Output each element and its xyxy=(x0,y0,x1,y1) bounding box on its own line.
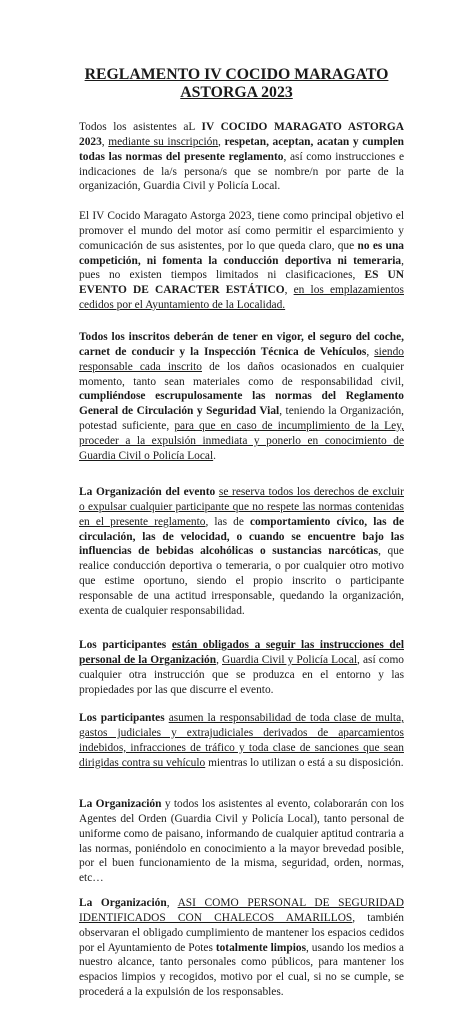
paragraph-1: Todos los asistentes aL IV COCIDO MARAGATO ASTORGA 2023, mediante su inscripción, respetan, aceptan, acatan y cumplen todas las normas del presente reglamento, así como instrucciones e indicaciones de la/s persona/s que se nombre/n por parte de la organización, Guardia Civil y Policía Local. xyxy=(79,121,405,193)
paragraph-8: La Organización, ASI COMO PERSONAL DE SEGURIDAD IDENTIFICADOS CON CHALECOS AMARILLOS, también observaran el obligado cumplimiento de mantener los espacios cedidos por el Ayuntamiento de Potes totalmente limpios, usando los medios a nuestro alcance, tanto personales como públicos, para mantener los espacios limpios y recogidos, motivo por el cual, si no se cumple, se procederá a la expulsión de los responsables. xyxy=(79,897,404,999)
title-line-1: REGLAMENTO IV COCIDO MARAGATO xyxy=(84,66,389,83)
paragraph-4: La Organización del evento se reserva todos los derechos de excluir o expulsar cualquier participante que no respete las normas contenidas en el presente reglamento, las de comportamiento cívico, las de circulación, las de velocidad, o cuando se encuentre bajo las influencias de bebidas alcohólicas o sustancias narcóticas, que realice conducción deportiva o temeraria, o por cualquier otro motivo que estime oportuno, siendo el propio inscrito o participante responsable de una actitud irresponsable, quedando la organización, exenta de cualquier responsabilidad. xyxy=(79,486,404,617)
paragraph-3: Todos los inscritos deberán de tener en vigor, el seguro del coche, carnet de conducir y la Inspección Técnica de Vehículos, siendo responsable cada inscrito de los daños ocasionados en cualquier momento, tanto sean materiales como de responsabilidad civil, cumpliéndose escrupulosamente las normas del Reglamento General de Circulación y Seguridad Vial, teniendo la Organización, potestad suficiente, para que en caso de incumplimiento de la Ley, proceder a la expulsión inmediata y ponerlo en conocimiento de Guardia Civil o Policía Local. xyxy=(79,331,404,462)
paragraph-5: Los participantes están obligados a seguir las instrucciones del personal de la Organización, Guardia Civil y Policía Local, así como cualquier otra instrucción que se produzca en el entorno y las propiedades por las que discurre el evento. xyxy=(79,639,405,696)
paragraph-2: El IV Cocido Maragato Astorga 2023, tiene como principal objetivo el promover el mundo del motor así como permitir el esparcimiento y comunicación de sus asistentes, por lo que queda claro, que no es una competición, ni fomenta la conducción deportiva ni temeraria, pues no existen tiempos limitados ni clasificaciones, ES UN EVENTO DE CARACTER ESTÁTICO, en los emplazamientos cedidos por el Ayuntamiento de la Localidad. xyxy=(79,210,405,312)
paragraph-6: Los participantes asumen la responsabilidad de toda clase de multa, gastos judiciales y extrajudiciales derivados de aparcamientos indebidos, infracciones de tráfico y toda clase de sanciones que sean dirigidas contra su vehículo mientras lo utilizan o está a su disposición. xyxy=(79,712,404,769)
paragraph-7: La Organización y todos los asistentes al evento, colaborarán con los Agentes del Orden (Guardia Civil y Policía Local), tanto personal de uniforme como de paisano, informando de cualquier aptitud contraria a las normas, poniéndolo en conocimiento a la mayor brevedad posible, por el buen funcionamiento de la misma, seguridad, orden, normas, etc… xyxy=(79,798,404,885)
document-title xyxy=(40,66,433,102)
title-line-2: ASTORGA 2023 xyxy=(180,84,293,101)
